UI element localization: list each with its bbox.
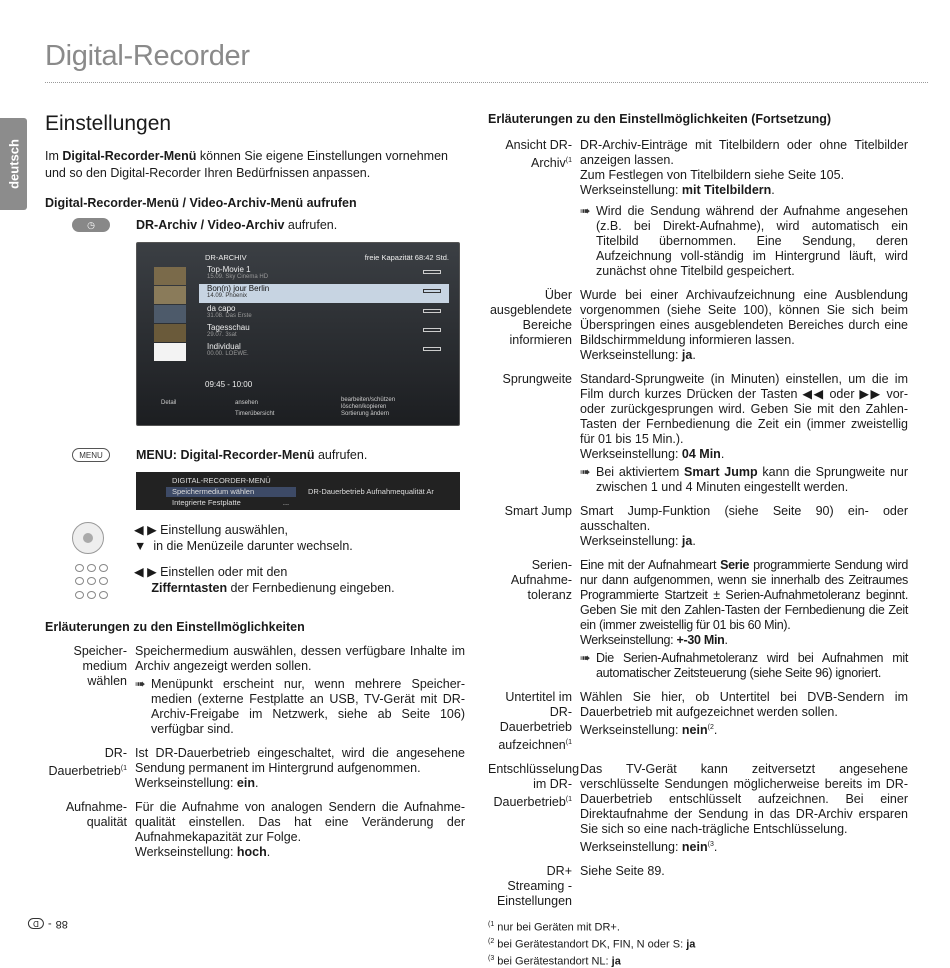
title-rule [45,82,928,83]
def-desc-text: Standard-Sprungweite (in Minuten) einstellen, um die im Film durch kurzes Drücken der Tasten ◀◀ oder ▶▶ vor- oder zurückgesprungen wird. Geben Sie mit den Zahlen-Tasten der Fernbedienung die Zeit ein (immer zweistellig für 01 bis 15 Min.). [580,372,908,446]
def-desc [580,690,908,753]
factory-label: Werkseinstellung: [580,840,682,855]
thumbnail [154,324,186,342]
tv-header [205,253,449,262]
factory-value: ja [681,534,693,548]
step-archive-bold: DR-Archiv / Video-Archiv [136,218,285,232]
archive-item-title: da capo [207,304,236,313]
menu-row[interactable] [166,498,326,508]
continuation-heading: Erläuterungen zu den Einstellmöglichkeiten (Fortsetzung) [488,112,832,126]
def-desc-text: Smart Jump-Funktion (siehe Seite 90) ein- oder ausschalten. [580,504,908,533]
note [135,677,465,737]
factory-label: Werkseinstellung: [135,776,237,790]
left-column [45,112,465,869]
menu-title: DIGITAL-RECORDER-MENÜ [172,476,271,485]
def-desc [135,800,465,860]
right-column [488,112,908,968]
nav-select-text: ◀ ▶ Einstellung auswählen, ▼ in die Menüzeile darunter wechseln. [134,523,353,553]
note-text: Wird die Sendung während der Aufnahme angesehen (z.B. bei Direkt-Aufnahme), wird automatisch ein Titelbild übernommen. Eine Sendung, deren Aufzeichnung voll-ständig im Hintergrund läuft, wird zunächst ohne Titelbild gespeichert. [596,204,908,278]
def-desc-post: programmierte Sendung wird nur dann aufgenommen, wenn sie innerhalb des Zeitraumes Programmierte Startzeit ± Serien-Aufnahmetoleranz beginnt. Geben Sie mit den Zahlen-Tasten der Fernbedienung die Zeit ein (immer zweistellig für 01 bis 60 Min). [580,558,908,632]
footnote [488,935,908,952]
foot-bearbeiten: bearbeiten/schützen [341,397,396,403]
factory-end: . [254,776,259,790]
archive-item[interactable] [199,265,449,284]
def-term: DR+ Streaming - Einstellungen [496,864,572,909]
language-tab-label: deutsch [6,139,21,189]
def-term [488,138,580,279]
footnote-marker: (3 [707,841,714,849]
note-post: kann die Sprungweite nur zwischen 1 und 4 Minuten eingestellt werden. [596,465,909,494]
footnote-bold: ja [611,955,621,968]
step-menu-bold: MENU: Digital-Recorder-Menü [136,448,315,462]
archive-item-sub: 29.07. 3sat [207,332,237,338]
archive-item[interactable] [199,323,449,342]
def-desc: Siehe Seite 89. [580,864,665,879]
number-keys-icon [72,564,112,602]
foot-loeschen: löschen/kopieren [341,404,387,410]
def-desc [580,138,908,279]
nav-select [45,522,465,554]
def-speichermedium [45,644,465,737]
factory-label: Werkseinstellung: [580,447,682,461]
footnote-marker: (2 [488,937,495,945]
def-desc [580,504,908,549]
def-desc [580,288,908,363]
sub-heading: Digital-Recorder-Menü / Video-Archiv-Menü aufrufen [45,196,357,210]
factory-label: Werkseinstellung: [580,183,682,197]
def-term [488,762,580,855]
menu-tabs: DR-Dauerbetrieb Aufnahmequalität Ar [308,487,434,496]
def-desc-bold: Serie [720,558,750,572]
arrow-icon: ➠ [580,204,591,218]
def-desc-text: DR-Archiv-Einträge mit Titelbildern oder ohne Titelbilder anzeigen lassen. [580,138,908,167]
archive-item[interactable] [199,304,449,323]
tv-header-right: freie Kapazität 68:42 Std. [364,253,449,262]
def-term [45,746,135,791]
def-smart-jump [488,504,908,549]
def-term: Über ausgeblendete Bereiche informieren [489,288,572,347]
note-pre: Bei aktiviertem [596,465,685,479]
navigation-pad-icon [72,522,104,554]
footnote-marker: (1 [120,765,127,772]
progress-bar [423,270,441,274]
footnote-text: nur bei Geräten mit DR+. [494,921,620,934]
section-title: Einstellungen [45,112,172,135]
factory-value: 04 Min [681,447,721,461]
nav-line1: Einstellung auswählen, [160,523,289,537]
factory-end: . [692,534,696,548]
nav-digits [45,564,465,602]
dr-menu-screenshot [136,472,460,510]
progress-bar [423,347,441,351]
footnote [488,952,908,968]
footnote-marker: (2 [707,724,714,731]
menu-button-icon: MENU [72,448,110,462]
note-text: Menüpunkt erscheint nur, wenn mehrere Speicher-medien (externe Festplatte an USB, TV-Gerät mit DR-Archiv-Freigabe im Netzwerk, siehe ab Seite 106) verfügbar sind. [151,677,465,736]
menu-row-extra: ... [282,498,290,507]
factory-value: nein [681,840,708,855]
factory-value: mit Titelbildern [681,183,772,197]
clock-icon: ◷ [72,218,110,232]
def-term-text: Ansicht DR-Archiv [505,138,572,171]
def-desc-text: Ist DR-Dauerbetrieb eingeschaltet, wird die angesehene Sendung permanent im Hintergrund aufgenommen. [135,746,465,775]
nav2-post: der Fernbedienung eingeben. [227,581,395,595]
step-archive-text [136,218,337,232]
def-dr-streaming [488,864,908,909]
factory-end: . [713,840,718,855]
footnote-marker: (1 [488,921,495,929]
def-desc [580,372,908,495]
factory-value: ein [236,776,255,790]
arrow-icon: ➠ [135,677,146,691]
def-aufnahmequalitaet [45,800,465,860]
explanations-heading: Erläuterungen zu den Einstellmöglichkeiten [45,620,305,634]
archive-item-title: Tagesschau [207,323,250,332]
archive-item-sub: 31.08. Das Erste [207,313,252,319]
language-tab [0,118,27,210]
footnote-marker: (1 [565,157,572,164]
menu-row-value: Integrierte Festplatte [172,498,241,507]
def-desc-text2: Zum Festlegen von Titelbildern siehe Seite 105. [580,168,845,182]
factory-value: +-30 Min [676,633,725,647]
page-title: Digital-Recorder [45,40,250,72]
archive-item[interactable] [199,284,449,303]
step-archive-post: aufrufen. [284,218,338,232]
footnotes [488,918,908,968]
factory-end: . [266,845,271,859]
factory-label: Werkseinstellung: [580,534,682,548]
archive-item-sub: 14.09. Phoenix [207,293,248,299]
def-term-text: DR-Dauerbetrieb [48,746,127,779]
nav2-line1: Einstellen oder mit den [160,565,288,579]
def-sprungweite [488,372,908,495]
def-desc [135,644,465,737]
dr-archive-screenshot [136,242,460,426]
def-desc-text: Das TV-Gerät kann zeitversetzt angesehene verschlüsselte Sendungen möglicherweise bereits im DR-Dauerbetrieb entschlüsselt aufzeichnen. Bei einer Direktaufnahme der Sendung in das DR-Archiv ersparen Sie sich so eine nach-trägliche Entschlüsselung. [580,762,908,837]
footnote-text: bei Gerätestandort DK, FIN, N oder S: [494,938,687,951]
archive-item-sub: 15.09. Sky Cinema HD [207,274,269,280]
def-term: Speicher-medium wählen [73,644,127,688]
nav-digits-text: ◀ ▶ Einstellen oder mit den Zifferntasten der Fernbedienung eingeben. [134,565,395,595]
factory-label: Werkseinstellung: [580,633,677,647]
def-term: Aufnahme-qualität [65,800,127,829]
def-untertitel [488,690,908,753]
factory-value: ja [681,348,693,362]
archive-item-title: Bon(n) jour Berlin [207,284,270,293]
factory-end: . [771,183,775,197]
footnote-bold: ja [686,938,696,951]
arrow-icon: ➠ [580,651,591,665]
def-term-text: Entschlüsselung im DR-Dauerbetrieb [488,762,580,810]
intro-pre: Im [45,149,63,163]
page-number-value: 88 [55,918,68,930]
note-text [596,465,908,495]
factory-end: . [720,447,725,461]
intro-text [45,148,465,182]
tv-header-left: DR-ARCHIV [205,253,247,262]
note-bold: Smart Jump [684,465,758,479]
note [580,651,908,681]
foot-ansehen: ansehen [235,400,259,406]
footnote-marker: (1 [565,739,572,746]
note-text: Die Serien-Aufnahmetoleranz wird bei Aufnahmen mit automatischer Zeitsteuerung (siehe Seite 96) ignoriert. [596,651,908,680]
def-entschluesselung [488,762,908,855]
thumbnail [154,343,186,361]
step-menu [45,448,465,462]
factory-value: hoch [236,845,267,859]
def-term-text: Untertitel im DR-Dauerbetrieb aufzeichnen [498,690,572,753]
step-menu-post: aufrufen. [314,448,368,462]
def-term: Serien-Aufnahme-toleranz [510,558,572,602]
def-desc-text: Wählen Sie hier, ob Untertitel bei DVB-Sendern im Dauerbetrieb mit aufgezeichnet werden sollen. [580,690,908,719]
def-desc-text: Speichermedium auswählen, dessen verfügbare Inhalte im Archiv angezeigt werden sollen. [135,644,465,673]
note [580,204,908,279]
def-term: Sprungweite [502,372,572,386]
foot-sortierung: Sortierung ändern [341,411,390,417]
foot-timer: Timerübersicht [235,411,275,417]
def-desc-text: Wurde bei einer Archivaufzeichnung eine Ausblendung vorgenommen (siehe Seite 100), können Sie sich beim Überspringen eines ausgeblendeten Bereiches durch eine Bildschirmmeldung informieren lassen. [580,288,908,347]
tv-time: 09:45 - 10:00 [205,380,253,389]
def-desc [135,746,465,791]
def-serien-toleranz [488,558,908,681]
intro-post: können Sie eigene Einstellungen vornehmen und so den Digital-Recorder Ihren Bedürfnissen anpassen. [45,149,448,180]
def-desc-pre: Eine mit der Aufnahmeart [580,558,721,572]
page-letter-badge: D [28,919,44,930]
factory-label: Werkseinstellung: [135,845,237,859]
def-desc [580,558,908,681]
intro-bold: Digital-Recorder-Menü [62,149,197,163]
step-menu-text [136,448,367,462]
def-ausblendung [488,288,908,363]
def-desc [580,762,908,855]
thumbnail [154,267,186,285]
footnote-marker: (3 [488,954,495,962]
factory-value: nein [681,723,708,738]
progress-bar [423,328,441,332]
def-desc-text: Für die Aufnahme von analogen Sendern die Aufnahme-qualität einstellen. Das hat eine Veränderung der Aufnahmekapazität zur Folge. [135,800,465,844]
nav-line2: in die Menüzeile darunter wechseln. [153,539,353,553]
footnote-text: bei Gerätestandort NL: [494,955,612,968]
foot-detail: Detail [161,400,177,406]
archive-item[interactable] [199,342,449,361]
arrow-icon: ➠ [580,465,591,479]
factory-label: Werkseinstellung: [580,348,682,362]
thumbnail [154,305,186,323]
progress-bar [423,289,441,293]
def-dr-dauerbetrieb [45,746,465,791]
note [580,465,908,495]
nav2-bold: Zifferntasten [151,581,228,595]
def-ansicht-archiv [488,138,908,279]
thumbnail [154,286,186,304]
factory-label: Werkseinstellung: [580,723,682,738]
factory-end: . [713,723,718,738]
factory-end: . [692,348,696,362]
archive-item-sub: 00.00. LOEWE. [207,351,249,357]
footnote [488,918,908,935]
archive-item-title: Individual [207,342,241,351]
archive-item-title: Top-Movie 1 [207,265,251,274]
step-archive [45,218,465,232]
page-number: 88 - D [28,918,68,930]
def-term: Smart Jump [504,504,572,518]
footnote-marker: (1 [565,796,572,804]
def-term [488,690,580,753]
progress-bar [423,309,441,313]
menu-row-selected[interactable]: Speichermedium wählen [166,487,296,497]
factory-end: . [724,633,728,647]
